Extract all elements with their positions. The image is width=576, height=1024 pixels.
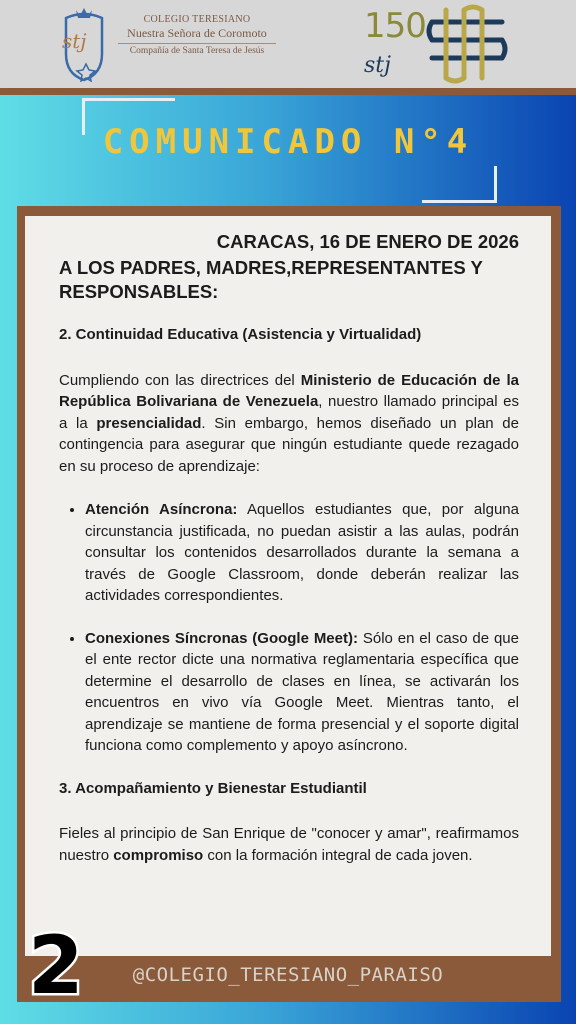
bullet-label: Conexiones Síncronas (Google Meet): bbox=[85, 629, 358, 647]
bullet-text: Aquellos estudiantes que, por alguna circunstancia justificada, no puedan asistir a las aulas, podrán consultar los contenidos desarrollados durante la semana a través de Google Classroom, donde deberán realizar las actividades correspondientes. bbox=[85, 501, 519, 604]
header-bar bbox=[0, 0, 576, 95]
letter-card bbox=[17, 206, 561, 1002]
school-line-3: Compañía de Santa Teresa de Jesús bbox=[129, 46, 265, 56]
closing-bold-compromiso: compromiso bbox=[113, 846, 204, 864]
intro-text-3: . Sin embargo, hemos diseñado un plan de contingencia para asegurar que ningún estudiante quede rezagado en su proceso de aprendizaje: bbox=[59, 414, 519, 475]
school-line-1: COLEGIO TERESIANO bbox=[143, 14, 251, 25]
svg-text:stj: stj bbox=[62, 29, 87, 53]
letter-paper bbox=[25, 216, 551, 956]
page-title: COMUNICADO N°4 bbox=[102, 122, 474, 162]
intro-text-2: , nuestro llamado principal es a la bbox=[59, 393, 519, 432]
intro-bold-presencialidad: presencialidad bbox=[96, 414, 202, 432]
bullet-text: Sólo en el caso de que el ente rector dicte una normativa reglamentaria específica que determine el desarrollo de clases en línea, se activarán los encuentros en vivo vía Google Meet. Mientras tanto, el aprendizaje se mantiene de forma presencial y el soporte digital funciona como complemento y apoyo asíncrono. bbox=[85, 629, 519, 754]
section-3-title: 3. Acompañamiento y Bienestar Estudiantil bbox=[59, 779, 367, 797]
list-item bbox=[85, 499, 519, 607]
section-2-title: 2. Continuidad Educativa (Asistencia y Virtualidad) bbox=[59, 326, 422, 343]
letter-addressee: A LOS PADRES, MADRES,REPRESENTANTES Y RESPONSABLES: bbox=[59, 257, 483, 302]
intro-paragraph bbox=[59, 370, 519, 478]
closing-paragraph bbox=[59, 823, 519, 866]
stj-shield-logo-icon bbox=[56, 4, 112, 82]
stj-signature-icon bbox=[362, 46, 402, 80]
title-frame-bottom-right bbox=[422, 166, 497, 203]
letter-content bbox=[59, 230, 519, 866]
list-item bbox=[85, 628, 519, 757]
contingency-list bbox=[59, 499, 519, 757]
closing-text-1: Fieles al principio de San Enrique de "conocer y amar", reafirmamos nuestro bbox=[59, 825, 519, 864]
instagram-handle: @COLEGIO_TERESIANO_PARAISO bbox=[132, 964, 444, 986]
school-divider bbox=[118, 43, 276, 44]
page-number: 2 bbox=[28, 919, 84, 1012]
anniversary-number: 150 bbox=[364, 6, 426, 46]
intro-text-1: Cumpliendo con las directrices del bbox=[59, 371, 301, 389]
intro-bold-ministry: Ministerio de Educación de la República Bolivariana de Venezuela bbox=[59, 371, 519, 410]
svg-text:stj: stj bbox=[364, 53, 391, 78]
bullet-label: Atención Asíncrona: bbox=[85, 501, 238, 518]
letter-date: CARACAS, 16 DE ENERO DE 2026 bbox=[216, 231, 519, 252]
anniversary-logo bbox=[362, 4, 512, 84]
school-name-block bbox=[118, 14, 276, 56]
school-line-2: Nuestra Señora de Coromoto bbox=[127, 26, 267, 40]
celtic-knot-icon bbox=[424, 4, 510, 84]
closing-text-2: con la formación integral de cada joven. bbox=[203, 846, 473, 864]
